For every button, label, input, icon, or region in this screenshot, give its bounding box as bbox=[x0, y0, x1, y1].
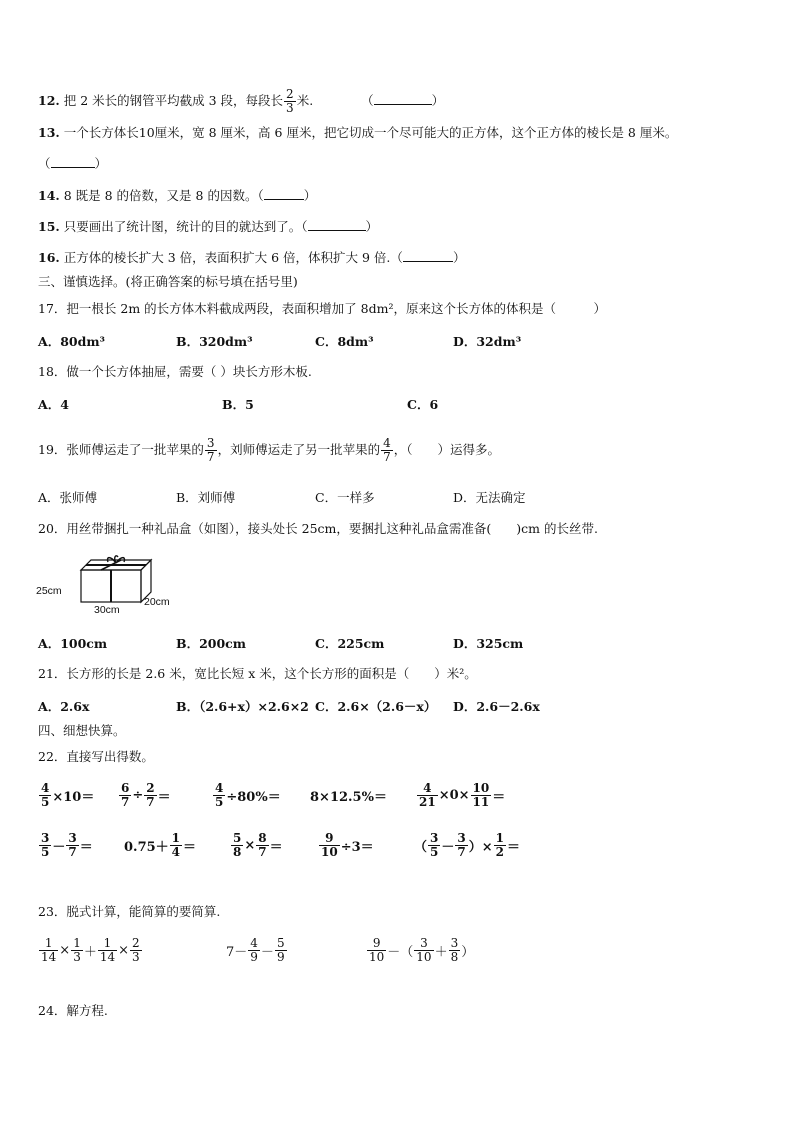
calc-item: $\frac{9}{10}$ －（ $\frac{3}{10}$ ＋ $\frac{3}{8}$ ） bbox=[369, 935, 475, 964]
calc-item: $\frac{4}{21}$ ×0× $\frac{10}{11}$ ＝ bbox=[419, 780, 506, 809]
calc-item: $\frac{5}{8}$ × $\frac{8}{7}$ ＝ bbox=[233, 830, 283, 859]
option-c[interactable]: C．225cm bbox=[315, 636, 385, 651]
question-17: 17．把一根长 2m 的长方体木料截成两段，表面积增加了 8dm²，原来这个长方体的体积是（ ） bbox=[38, 301, 606, 316]
question-16: 16. 正方体的棱长扩大 3 倍，表面积扩大 6 倍，体积扩大 9 倍.（ ） bbox=[38, 250, 466, 265]
answer-blank[interactable] bbox=[51, 155, 95, 168]
section-heading: 四、细想快算。 bbox=[38, 723, 126, 738]
question-12: 12. 把 2 米长的钢管平均截成 3 段，每段长 $\frac{2}{3}$ 米. （ ） bbox=[38, 87, 445, 115]
question-24: 24．解方程. bbox=[38, 1003, 108, 1018]
option-a[interactable]: A．2.6x bbox=[38, 699, 90, 714]
question-18: 18．做一个长方体抽屉，需要（ ）块长方形木板. bbox=[38, 364, 312, 379]
calc-row-1 bbox=[38, 775, 758, 815]
question-23: 23．脱式计算，能简算的要简算. bbox=[38, 904, 221, 919]
calc-row-3 bbox=[38, 930, 758, 970]
question-text: 把 2 米长的钢管平均截成 3 段，每段长 bbox=[63, 93, 284, 108]
calc-item: $\frac{4}{5}$ ÷80%＝ bbox=[215, 780, 281, 809]
option-c[interactable]: C．一样多 bbox=[315, 490, 375, 505]
question-19: 19．张师傅运走了一批苹果的 $\frac{3}{7}$ ，刘师傅运走了另一批苹果的 $\frac{4}{7}$ ，（ ）运得多。 bbox=[38, 436, 500, 464]
option-a[interactable]: A．4 bbox=[38, 397, 69, 412]
section-heading: 三、谨慎选择。(将正确答案的标号填在括号里) bbox=[38, 274, 298, 289]
option-d[interactable]: D．无法确定 bbox=[453, 490, 526, 505]
question-22: 22．直接写出得数。 bbox=[38, 749, 154, 764]
fraction: $\frac{4}{7}$ bbox=[383, 436, 391, 464]
question-text: 只要画出了统计图，统计的目的就达到了。 bbox=[63, 219, 302, 234]
question-text: 8 既是 8 的倍数，又是 8 的因数。 bbox=[63, 188, 258, 203]
calc-item: $\frac{3}{5}$ － $\frac{3}{7}$ ＝ bbox=[41, 830, 93, 859]
question-13-answer: （ ） bbox=[38, 156, 108, 171]
answer-blank[interactable] bbox=[403, 249, 453, 262]
calc-item: $\frac{6}{7}$ ÷ $\frac{2}{7}$ ＝ bbox=[121, 780, 171, 809]
option-a[interactable]: A．张师傅 bbox=[38, 490, 98, 505]
question-number: 13. bbox=[38, 125, 60, 140]
calc-item: 8×12.5%＝ bbox=[310, 789, 387, 805]
question-text: 正方体的棱长扩大 3 倍，表面积扩大 6 倍，体积扩大 9 倍. bbox=[63, 250, 391, 265]
question-14: 14. 8 既是 8 的倍数，又是 8 的因数。（ ） bbox=[38, 188, 317, 203]
gift-box-figure bbox=[36, 555, 186, 617]
calc-row-2 bbox=[38, 825, 758, 865]
question-20: 20．用丝带捆扎一种礼品盒（如图），接头处长 25cm，要捆扎这种礼品盒需准备( )cm 的长丝带. bbox=[38, 521, 598, 536]
option-a[interactable]: A．100cm bbox=[38, 636, 108, 651]
calc-item: $\frac{9}{10}$ ÷3＝ bbox=[321, 830, 374, 859]
calc-item: $\frac{4}{5}$ ×10＝ bbox=[41, 780, 95, 809]
question-21: 21．长方形的长是 2.6 米，宽比长短 x 米，这个长方形的面积是（ ）米²。 bbox=[38, 666, 477, 681]
option-b[interactable]: B．（2.6+x）×2.6×2 bbox=[176, 699, 309, 714]
options-18 bbox=[38, 395, 738, 413]
option-a[interactable]: A．80dm³ bbox=[38, 334, 106, 349]
height-label: 25cm bbox=[36, 585, 62, 597]
option-d[interactable]: D．32dm³ bbox=[453, 334, 522, 349]
option-d[interactable]: D．2.6－2.6x bbox=[453, 699, 540, 714]
calc-item: 7－ $\frac{4}{9}$ － $\frac{5}{9}$ bbox=[226, 935, 285, 964]
question-13 bbox=[38, 124, 677, 142]
answer-blank[interactable] bbox=[264, 187, 304, 200]
width-label: 20cm bbox=[144, 596, 170, 608]
question-text: 一个长方体长10厘米，宽 8 厘米，高 6 厘米，把它切成一个尽可能大的正方体，这个正方体的棱长是 8 厘米。 bbox=[63, 125, 678, 140]
option-b[interactable]: B．200cm bbox=[176, 636, 246, 651]
question-number: 12. bbox=[38, 93, 60, 108]
answer-blank[interactable] bbox=[308, 218, 366, 231]
calc-item: $\frac{1}{14}$ × $\frac{1}{3}$ ＋ $\frac{1}{14}$ × $\frac{2}{3}$ bbox=[41, 935, 140, 964]
option-c[interactable]: C．8dm³ bbox=[315, 334, 374, 349]
calc-item: 0.75＋ $\frac{1}{4}$ ＝ bbox=[124, 830, 197, 859]
options-20 bbox=[38, 634, 738, 652]
option-b[interactable]: B．320dm³ bbox=[176, 334, 253, 349]
option-b[interactable]: B．刘师傅 bbox=[176, 490, 236, 505]
fraction: $\frac{2}{3}$ bbox=[286, 87, 294, 115]
calc-item: （ $\frac{3}{5}$ － $\frac{3}{7}$ ）× $\frac{1}{2}$ ＝ bbox=[414, 830, 521, 859]
option-c[interactable]: C．6 bbox=[407, 397, 439, 412]
question-15: 15. 只要画出了统计图，统计的目的就达到了。（ ） bbox=[38, 219, 379, 234]
option-b[interactable]: B．5 bbox=[222, 397, 254, 412]
fraction: $\frac{3}{7}$ bbox=[206, 436, 215, 464]
options-19 bbox=[38, 488, 738, 506]
answer-blank[interactable] bbox=[374, 92, 432, 105]
options-21 bbox=[38, 697, 738, 715]
option-c[interactable]: C．2.6×（2.6－x） bbox=[315, 699, 437, 714]
options-17 bbox=[38, 332, 738, 350]
option-d[interactable]: D．325cm bbox=[453, 636, 524, 651]
length-label: 30cm bbox=[94, 604, 120, 616]
